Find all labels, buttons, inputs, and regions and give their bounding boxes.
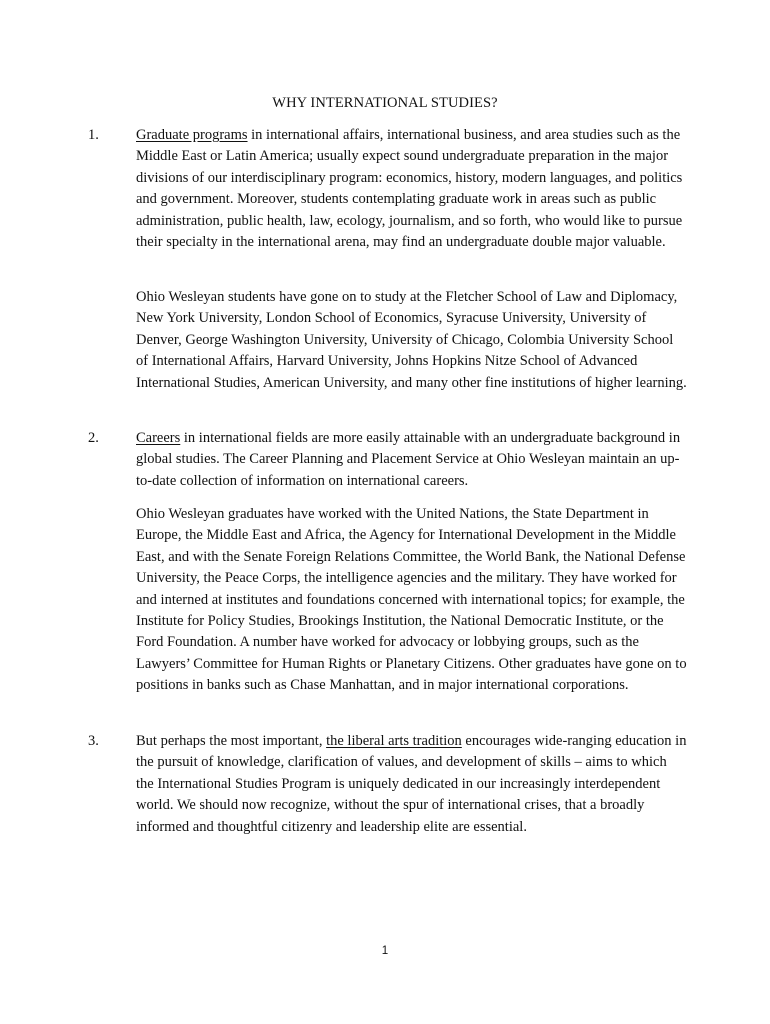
item-2-text: in international fields are more easily attainable with an undergraduate background in global studies. The Career Planning and Placement Service at Ohio Wesleyan maintain an up-to-date collection of information on international careers. [136,430,681,489]
item-1-text: in international affairs, international business, and area studies such as the Middle East or Latin America; usually expect sound undergraduate preparation in the major divisions of our interdisciplinary program: economics, history, modern languages, and politics and government. Moreover, students contemplating graduate work in areas such as public administration, public health, law, ecology, journalism, and so forth, who would like to pursue their specialty in the international arena, may find an undergraduate double major valuable. [136,127,683,251]
item-1-followup-paragraph: Ohio Wesleyan students have gone on to study at the Fletcher School of Law and Diplomacy, New York University, London School of Economics, Syracuse University, University of Denver, George Washington University, University of Chicago, Colombia University School of International Affairs, Harvard University, Johns Hopkins Nitze School of Advanced International Studies, American University, and many other fine institutions of higher learning. [136,289,687,391]
careers-underlined: Careers [136,430,181,446]
item-number: 3. [88,733,99,749]
item-3-text: encourages wide-ranging education in the pursuit of knowledge, clarification of values, and development of skills – aims to which the International Studies Program is uniquely dedicated in our increasingly interdependent world. We should now recognize, without the spur of international crises, that a broadly informed and thoughtful citizenry and leadership elite are essential. [136,733,687,835]
graduate-programs-underlined: Graduate programs [136,127,248,143]
liberal-arts-underlined: the liberal arts tradition [326,733,462,749]
page-number: 1 [381,945,389,957]
item-3-paragraph [136,731,688,838]
item-2-paragraph [136,428,688,492]
item-2-followup-paragraph: Ohio Wesleyan graduates have worked with the United Nations, the State Department in Europe, the Middle East and Africa, the Agency for International Development in the Middle East, and with the Senate Foreign Relations Committee, the World Bank, the National Defense University, the Peace Corps, the intelligence agencies and the military. They have worked for and interned at institutes and foundations concerned with international topics; for example, the Institute for Policy Studies, Brookings Institution, the National Democratic Institute, or the Ford Foundation. A number have worked for advocacy or lobbying groups, such as the Lawyers’ Committee for Human Rights or Planetary Citizens. Other graduates have gone on to positions in banks such as Chase Manhattan, and in major international corporations. [136,506,687,694]
item-number: 2. [88,430,99,446]
item-3-intro: But perhaps the most important, [136,733,327,749]
item-1-paragraph [136,125,688,253]
page-title: WHY INTERNATIONAL STUDIES? [272,95,498,111]
item-number: 1. [88,127,99,143]
